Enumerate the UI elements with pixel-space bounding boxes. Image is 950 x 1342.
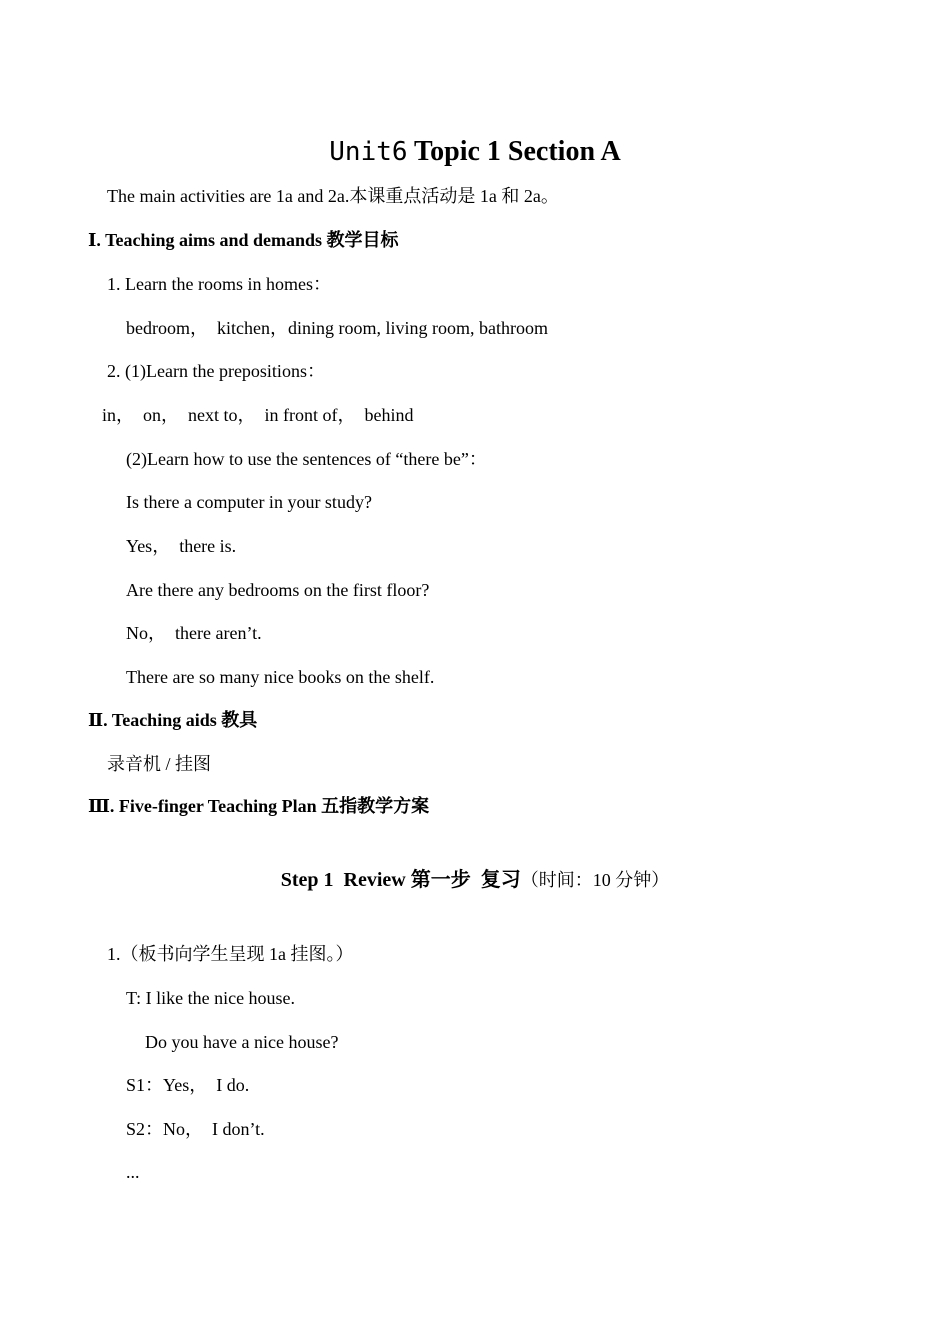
prepositions-list: in， on， next to， in front of， behind [102, 405, 414, 425]
dialogue-line: T: I like the nice house. [126, 988, 296, 1008]
intro-text: The main activities are 1a and 2a.本课重点活动是 1a 和 2a。 [107, 186, 559, 206]
example-sentence: No， there aren’t. [126, 623, 262, 643]
dialogue-line: S1：Yes， I do. [126, 1075, 250, 1095]
step1-time-note: （时间：10 分钟） [520, 870, 670, 890]
example-sentence: Are there any bedrooms on the first floor? [126, 580, 430, 600]
section1-heading: Ⅰ. Teaching aims and demands 教学目标 [88, 230, 399, 250]
dialogue-ellipsis: ... [126, 1162, 140, 1182]
section3-heading: Ⅲ. Five-finger Teaching Plan 五指教学方案 [88, 796, 430, 816]
step1-item-1: 1.（板书向学生呈现 1a 挂图。） [107, 944, 354, 964]
step1-title: Step 1 Review 第一步 复习 [280, 869, 521, 891]
dialogue-line: S2：No， I don’t. [126, 1119, 265, 1139]
aim-item-2: 2. (1)Learn the prepositions： [107, 361, 325, 381]
teaching-aids-text: 录音机 / 挂图 [107, 754, 212, 774]
step1-heading [0, 870, 950, 890]
document-title [0, 138, 950, 166]
aim-item-1: 1. Learn the rooms in homes： [107, 274, 331, 294]
rooms-list: bedroom， kitchen，dining room, living room, bathroom [126, 318, 548, 338]
example-sentence: Yes， there is. [126, 536, 237, 556]
dialogue-line: Do you have a nice house? [145, 1032, 339, 1052]
title-topic-section: Topic 1 Section A [407, 136, 621, 167]
aim-item-2b: (2)Learn how to use the sentences of “there be”： [126, 449, 487, 469]
example-sentence: There are so many nice books on the shelf. [126, 667, 435, 687]
title-unit: Unit6 [329, 137, 408, 167]
example-sentence: Is there a computer in your study? [126, 492, 372, 512]
section2-heading: Ⅱ. Teaching aids 教具 [88, 710, 258, 730]
